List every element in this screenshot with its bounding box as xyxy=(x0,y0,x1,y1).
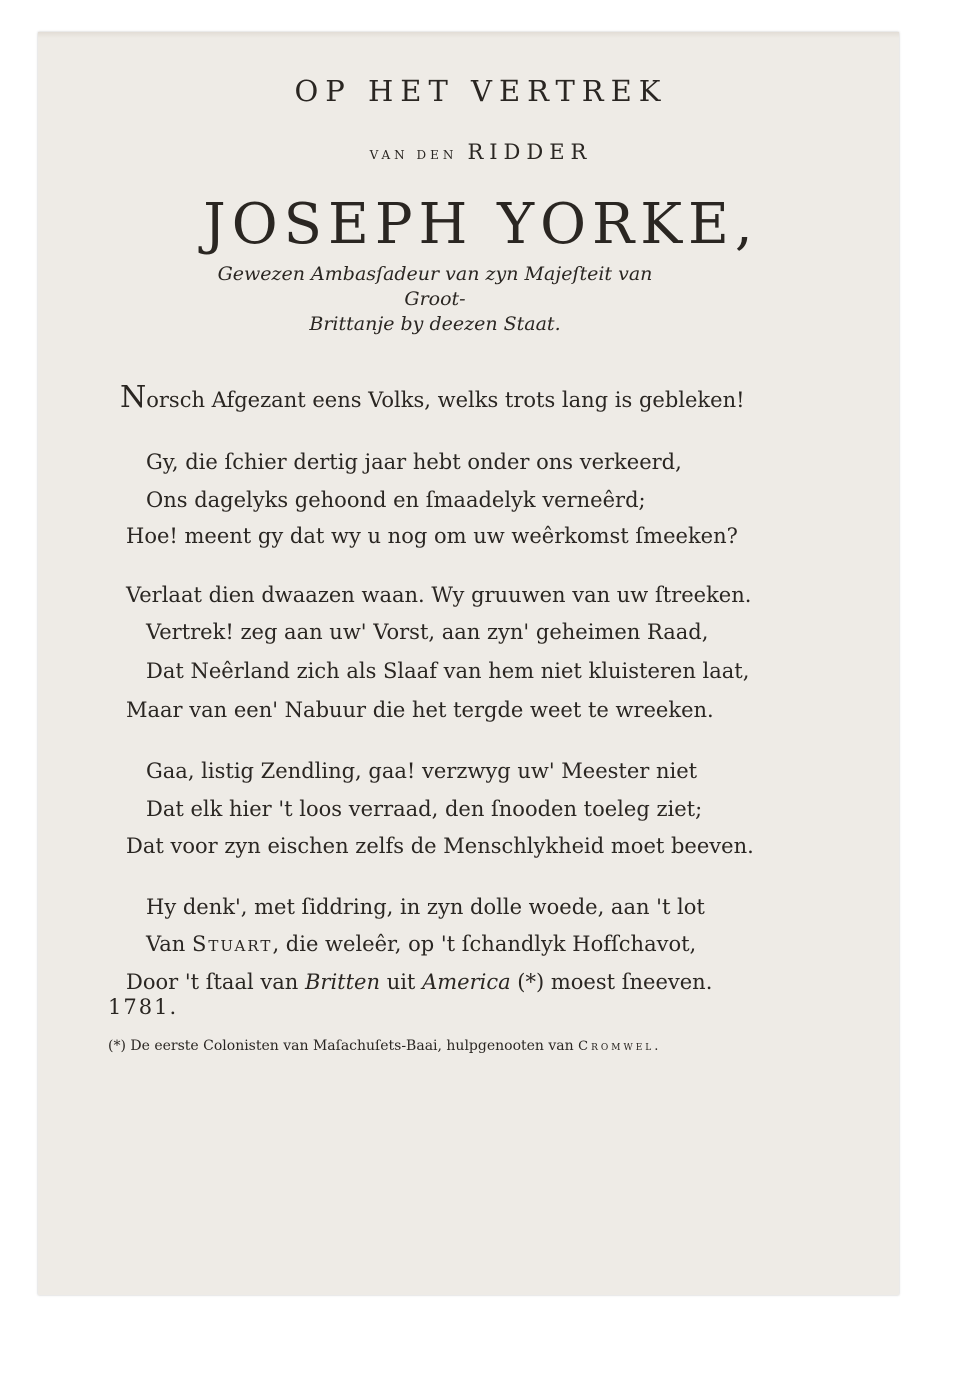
poem-line-4: Hoe! meent gy dat wy u nog om uw weêrkomst ſmeeken? xyxy=(126,524,738,548)
britten-word: Britten xyxy=(304,970,380,994)
title-line-2 xyxy=(0,140,962,164)
poem-line-13-start: Van xyxy=(146,932,186,956)
poem-line-14-end: (*) moest ſneeven. xyxy=(517,970,713,994)
footnote-name: Cromwel. xyxy=(578,1039,662,1054)
poem-line-14 xyxy=(126,970,712,994)
poem-line-1 xyxy=(120,380,745,415)
title-line-1: OP HET VERTREK xyxy=(294,74,668,108)
title-line-2-big: RIDDER xyxy=(467,140,593,164)
poem-line-2: Gy, die ſchier dertig jaar hebt onder ons verkeerd, xyxy=(146,450,682,474)
title-line-2-small: VAN DEN xyxy=(369,148,458,162)
america-word: America xyxy=(422,970,511,994)
poem-line-14-mid: uit xyxy=(386,970,416,994)
footnote-text: (*) De eerste Colonisten van Maſachuſets-Baai, hulpgenooten van xyxy=(108,1038,574,1054)
poem-line-3: Ons dagelyks gehoond en ſmaadelyk verneêrd; xyxy=(146,488,646,512)
title-name: JOSEPH YORKE, xyxy=(203,192,759,257)
poem-line-9: Gaa, listig Zendling, gaa! verzwyg uw' Meester niet xyxy=(146,759,698,783)
poem-line-5: Verlaat dien dwaazen waan. Wy gruuwen van uw ſtreeken. xyxy=(126,583,752,607)
poem-line-14-start: Door 't ſtaal van xyxy=(126,970,299,994)
subtitle xyxy=(210,262,660,337)
poem-line-7: Dat Neêrland zich als Slaaf van hem niet kluisteren laat, xyxy=(146,659,750,683)
year: 1781. xyxy=(108,995,179,1019)
footnote xyxy=(108,1038,661,1054)
poem-line-13-end: , die weleêr, op 't ſchandlyk Hofſchavot, xyxy=(272,932,697,956)
poem-line-1-text: orsch Afgezant eens Volks, welks trots lang is gebleken! xyxy=(146,388,745,412)
poem-line-12: Hy denk', met ſiddring, in zyn dolle woede, aan 't lot xyxy=(146,895,705,919)
poem-line-10: Dat elk hier 't loos verraad, den ſnooden toeleg ziet; xyxy=(146,797,703,821)
subtitle-line-2: Brittanje by deezen Staat. xyxy=(309,313,561,335)
subtitle-line-1: Gewezen Ambasſadeur van zyn Majeſteit van Groot- xyxy=(217,263,653,310)
poem-line-13 xyxy=(146,932,696,956)
poem-line-6: Vertrek! zeg aan uw' Vorst, aan zyn' geheimen Raad, xyxy=(146,620,709,644)
poem-line-8: Maar van een' Nabuur die het tergde weet te wreeken. xyxy=(126,698,714,722)
stuart-name: Stuart xyxy=(191,932,273,956)
poem-line-11: Dat voor zyn eischen zelfs de Menschlykheid moet beeven. xyxy=(126,834,754,858)
drop-initial: N xyxy=(120,380,147,415)
